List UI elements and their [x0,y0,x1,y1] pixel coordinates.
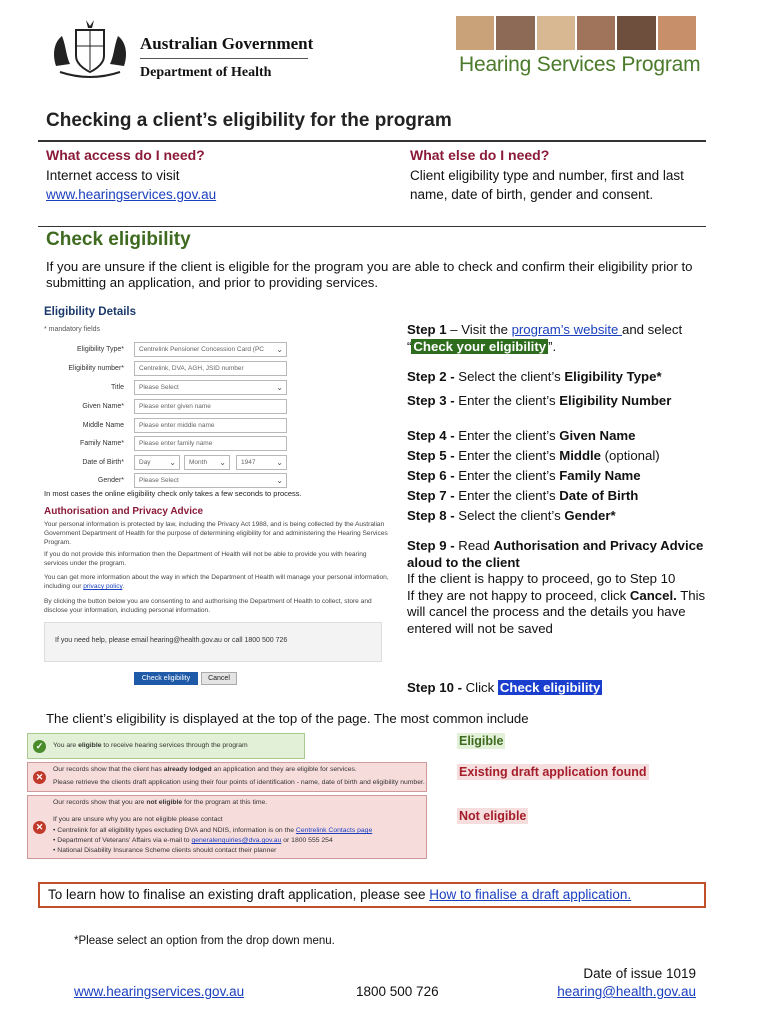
branding-divider [140,58,308,59]
contact-dva: • Department of Veterans' Affairs via e-mail to generalenquiries@dva.gov.au or 1800 555 254 [53,837,333,844]
else-text: Client eligibility type and number, first and last name, date of birth, gender and consent. [410,168,684,202]
draft-banner [27,762,427,792]
ndis-text: National Disability Insurance Scheme clients should contact their planner [57,847,277,854]
gender-label: Gender* [97,477,124,484]
step-2 [407,369,707,386]
family-name-input[interactable]: Please enter family name [134,436,287,451]
step-9-text: Read [454,538,494,553]
centrelink-contacts-link[interactable]: Centrelink Contacts page [295,827,373,834]
step-1-end: ”. [548,338,557,354]
step-9-cancel-pre: If they are not happy to proceed, click [407,587,630,603]
photo-2 [496,16,534,50]
step-2-bold: Eligibility Type* [564,369,662,384]
dob-year-select[interactable] [236,455,287,470]
step-9-cancel-post: This will cancel the process and the details you have entered will not be saved [407,587,706,636]
columns-divider [38,226,706,227]
dob-year-value: 1947 [241,459,256,466]
issue-date: Date of issue 1019 [583,966,696,981]
chevron-down-icon: ⌄ [276,345,283,354]
given-name-input[interactable]: Please enter given name [134,399,287,414]
eligibility-number-row [44,361,289,376]
step-8-bold: Gender* [564,508,616,523]
contact-ndis: • National Disability Insurance Scheme clients should contact their planner [53,847,277,854]
eligible-post: to receive hearing services through the program [101,742,248,749]
step-9-label: Step 9 - [407,538,455,553]
step-5-label: Step 5 - [407,448,455,463]
eligibility-type-select[interactable] [134,342,287,357]
eligibility-type-value: Centrelink Pensioner Concession Card (PC [139,346,265,353]
privacy-policy-link[interactable]: privacy policy [83,583,123,590]
status-eligible: Eligible [459,734,504,748]
given-name-row [44,399,289,414]
auth-privacy-heading: Authorisation and Privacy Advice [44,506,204,517]
middle-name-label: Middle Name [82,422,124,429]
chevron-down-icon: ⌄ [276,476,283,485]
eligibility-number-input[interactable]: Centrelink, DVA, AGH, JSID number [134,361,287,376]
step-9-cancel [407,588,707,638]
eligibility-type-label: Eligibility Type* [77,346,124,353]
not-bold: not eligible [146,799,183,806]
dob-month-select[interactable] [184,455,230,470]
page-header [0,0,770,100]
step-3-bold: Eligibility Number [559,393,672,408]
learn-text: To learn how to finalise an existing draft application, please see [48,887,430,902]
privacy-paragraph-1: Your personal information is protected by law, including the Privacy Act 1988, and is being collected by the Australian Government Department of Health for the purpose of determining eligibility for and administering the Hearing Services Program. [44,521,388,546]
step-5 [407,448,707,465]
privacy-paragraph-2: If you do not provide this information then the Department of Health will not be able to provide you with hearing services under the program. [44,551,367,567]
gender-select[interactable] [134,473,287,488]
footnote: *Please select an option from the drop down menu. [74,935,335,947]
eligibility-type-row [44,342,289,357]
access-description: Internet access to visit [46,168,180,183]
privacy-paragraph-3 [44,573,389,591]
program-photo-strip [456,16,696,50]
step-3 [407,393,707,410]
step-9-bold: Authorisation and Privacy Advice aloud to the client [407,538,704,570]
dva-email-link[interactable]: generalenquiries@dva.gov.au [191,837,282,844]
chevron-down-icon: ⌄ [169,458,176,467]
step-7 [407,488,707,505]
step-6-label: Step 6 - [407,468,455,483]
step-9 [407,538,707,637]
chevron-down-icon: ⌄ [276,458,283,467]
step-4-label: Step 4 - [407,428,455,443]
family-name-row [44,436,289,451]
step-1-label: Step 1 [407,322,447,337]
cancel-button[interactable]: Cancel [201,672,237,685]
middle-name-row [44,418,289,433]
else-heading: What else do I need? [410,147,550,163]
given-name-label: Given Name* [82,403,124,410]
not-pre: Our records show that you are [53,799,147,806]
eligible-message [53,742,248,749]
gender-row [44,473,289,488]
hearing-services-link[interactable]: www.hearingservices.gov.au [46,187,217,202]
eligibility-form-screenshot [44,302,389,697]
common-results-text: The client’s eligibility is displayed at the top of the page. The most common include [46,711,529,726]
privacy-text: You can get more information about the way in which the Department of Health will manage your personal information, including our [44,574,389,590]
department-name: Department of Health [140,65,272,80]
title-value: Please Select [139,384,179,391]
contact-centrelink: • Centrelink for all eligibility types excluding DVA and NDIS, information is on the Centrelink Contacts page [53,827,373,834]
step-2-label: Step 2 - [407,369,455,384]
step-7-text: Enter the client’s [454,488,560,503]
step-5-bold: Middle [559,448,601,463]
dob-day-select[interactable] [134,455,180,470]
access-text [46,166,376,204]
coat-of-arms-icon [46,16,134,80]
eligible-bold: eligible [78,742,102,749]
program-website-link[interactable]: program’s website [511,322,623,337]
step-5-optional: (optional) [601,448,660,463]
photo-5 [617,16,655,50]
step-9-cancel-bold: Cancel. [629,587,677,603]
mandatory-note: * mandatory fields [44,326,101,333]
dob-day-value: Day [139,459,151,466]
processing-note: In most cases the online eligibility check only takes a few seconds to process. [44,489,302,498]
error-icon: ✕ [33,771,46,784]
program-title: Hearing Services Program [459,53,701,76]
step-1-and: and select “ [407,322,683,354]
status-draft-found: Existing draft application found [459,765,647,779]
photo-1 [456,16,494,50]
step-3-label: Step 3 - [407,393,455,408]
draft-post: an application and they are eligible for services. [211,766,357,773]
check-circle-icon: ✓ [33,740,46,753]
draft-message-1 [53,766,357,773]
check-eligibility-highlight: Check eligibility [499,680,601,695]
form-title: Eligibility Details [44,306,137,318]
error-icon: ✕ [33,821,46,834]
step-10-label: Step 10 - [407,680,462,695]
dva-text: Department of Veterans' Affairs via e-mail to [57,837,192,844]
footer-website-link[interactable]: www.hearingservices.gov.au [74,984,245,999]
intro-paragraph: If you are unsure if the client is eligible for the program you are able to check and confirm their eligibility prior to submitting an application, and prior to providing services. [46,259,693,290]
learn-more-box [38,882,706,908]
dob-label: Date of Birth* [82,459,124,466]
middle-name-input[interactable]: Please enter middle name [134,418,287,433]
eligible-pre: You are [53,742,79,749]
footer-phone: 1800 500 726 [356,984,439,999]
step-8 [407,508,707,525]
help-box: If you need help, please email hearing@health.gov.au or call 1800 500 726 [44,622,382,662]
not-post: for the program at this time. [182,799,268,806]
privacy-paragraph-4: By clicking the button below you are consenting to and authorising the Department of Health to collect, store and disclose your information, including personal information. [44,598,372,614]
title-select[interactable] [134,380,287,395]
gender-value: Please Select [139,477,179,484]
section-title: Check eligibility [46,229,191,250]
step-9-proceed: If the client is happy to proceed, go to Step 10 [407,571,676,586]
draft-bold: already lodged [163,766,212,773]
status-not-eligible: Not eligible [459,809,527,823]
dva-phone: or 1800 555 254 [281,837,333,844]
step-5-text: Enter the client’s [454,448,560,463]
eligibility-number-label: Eligibility number* [68,365,124,372]
title-row [44,380,289,395]
draft-message-2: Please retrieve the clients draft application using their four points of identification - name, date of birth and eligibility number. [53,779,425,786]
step-1 [407,322,707,355]
finalise-draft-link[interactable]: How to finalise a draft application. [429,887,632,902]
step-3-text: Enter the client’s [454,393,560,408]
step-4-text: Enter the client’s [454,428,560,443]
step-8-text: Select the client’s [454,508,565,523]
family-name-label: Family Name* [80,440,124,447]
step-10 [407,680,707,697]
photo-6 [658,16,696,50]
dob-row [44,455,289,470]
check-your-eligibility-highlight: Check your eligibility [413,338,547,354]
step-7-bold: Date of Birth [559,488,639,503]
step-6 [407,468,707,485]
title-label: Title [111,384,124,391]
government-branding [140,34,313,81]
not-eligible-contact: If you are unsure why you are not eligible please contact [53,816,223,823]
step-7-label: Step 7 - [407,488,455,503]
not-eligible-message [53,799,267,806]
step-10-text: Click [461,680,498,695]
government-title: Australian Government [140,34,314,53]
draft-pre: Our records show that the client has [53,766,164,773]
step-4 [407,428,707,445]
step-6-bold: Family Name [559,468,641,483]
step-4-bold: Given Name [559,428,636,443]
privacy-end: . [122,583,125,590]
check-eligibility-button[interactable]: Check eligibility [134,672,198,685]
title-divider [38,140,706,142]
footer-email-link[interactable]: hearing@health.gov.au [557,984,696,999]
photo-4 [577,16,615,50]
centrelink-text: Centrelink for all eligibility types excluding DVA and NDIS, information is on the [57,827,296,834]
not-eligible-banner [27,795,427,859]
dob-month-value: Month [189,459,208,466]
step-8-label: Step 8 - [407,508,455,523]
photo-3 [537,16,575,50]
step-1-text: – Visit the [446,322,512,337]
chevron-down-icon: ⌄ [219,458,226,467]
eligible-banner [27,733,305,759]
access-heading: What access do I need? [46,147,205,163]
step-2-text: Select the client’s [454,369,565,384]
step-6-text: Enter the client’s [454,468,560,483]
chevron-down-icon: ⌄ [276,383,283,392]
page-title: Checking a client’s eligibility for the program [46,110,452,131]
